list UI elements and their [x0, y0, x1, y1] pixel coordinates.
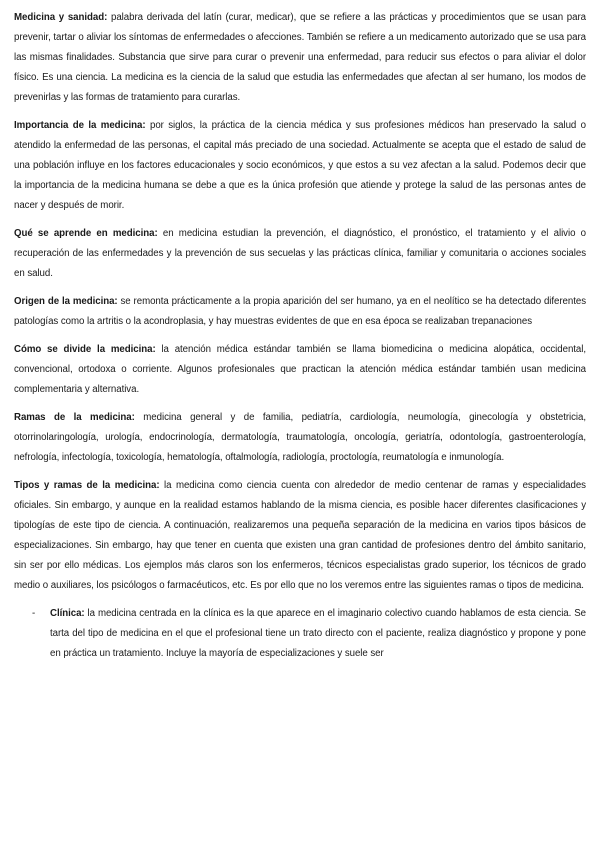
paragraph-text: medicina general y de familia, pediatría, cardiología, neumología, ginecología y obstetricia, otorrinolaringología, urología, endocrinología, dermatología, traumatología, oncología, geriatría, odontología, gastroenterología, nefrología, infectología, toxicología, hematología, oftalmología, radiología, proctología, reumatología e inmunología. — [14, 412, 587, 463]
paragraph-term: Qué se aprende en medicina: — [14, 228, 158, 239]
paragraph-text: la medicina como ciencia cuenta con alrededor de medio centenar de ramas y especialidades oficiales. Sin embargo, y aunque en la realidad estamos hablando de la misma ciencia, es posible hacer diferentes clasificaciones y tipologías de este tipo de ciencia. A continuación, realizaremos una pequeña separación de la medicina en varios tipos básicos de especializaciones. Sin embargo, hay que tener en cuenta que existen una gran cantidad de profesiones dentro del ámbito sanitario, sin ser por ello médicas. Los ejemplos más claros son los enfermeros, técnicos especialistas grado superior, los técnicos de grado medio o auxiliares, los psicólogos o farmacéuticos, etc. Es por ello que no los veremos entre las siguientes ramas o tipos de medicina. — [14, 480, 586, 591]
paragraph-term: Medicina y sanidad: — [14, 12, 108, 23]
paragraph-text: en medicina estudian la prevención, el diagnóstico, el pronóstico, el tratamiento y el alivio o recuperación de las enfermedades y la prevención de sus secuelas y las prácticas clínica, familiar y comunitaria o acciones sociales en salud. — [14, 228, 586, 279]
list-item-clinica — [14, 604, 586, 664]
list-item-term: Clínica: — [50, 608, 85, 619]
paragraph-origen — [14, 292, 586, 332]
paragraph-medicina-y-sanidad — [14, 8, 586, 108]
paragraph-text: palabra derivada del latín (curar, medicar), que se refiere a las prácticas y procedimientos que se usan para prevenir, tartar o aliviar los síntomas de enfermedades o afecciones. También se refiere a un medicamento autorizado que se usa para las mismas finalidades. Substancia que sirve para curar o prevenir una enfermedad, para reducir sus efectos o para aliviar el dolor físico. Es una ciencia. La medicina es la ciencia de la salud que estudia las enfermedades que afectan al ser humano, los modos de prevenirlas y las formas de tratamiento para curarlas. — [14, 12, 586, 103]
bullet-list — [14, 604, 586, 664]
paragraph-term: Cómo se divide la medicina: — [14, 344, 156, 355]
paragraph-como-se-divide — [14, 340, 586, 400]
paragraph-text: la atención médica estándar también se llama biomedicina o medicina alopática, occidental, convencional, ortodoxa o corriente. Algunos profesionales que practican la atención médica estándar también usan medicina complementaria y alternativa. — [14, 344, 587, 395]
paragraph-term: Tipos y ramas de la medicina: — [14, 480, 160, 491]
list-dash: - — [32, 608, 36, 619]
paragraph-term: Importancia de la medicina: — [14, 120, 146, 131]
document-page — [14, 8, 586, 664]
paragraph-text: se remonta prácticamente a la propia aparición del ser humano, ya en el neolítico se ha detectado diferentes patologías como la artritis o la acondroplasia, y hay muestras evidentes de que en esa época se realizaban trepanaciones — [14, 296, 586, 327]
paragraph-ramas — [14, 408, 586, 468]
paragraph-tipos-y-ramas — [14, 476, 586, 596]
paragraph-importancia — [14, 116, 586, 216]
paragraph-que-se-aprende — [14, 224, 586, 284]
paragraph-term: Ramas de la medicina: — [14, 412, 135, 423]
list-item-text: la medicina centrada en la clínica es la que aparece en el imaginario colectivo cuando hablamos de esta ciencia. Se tarta del tipo de medicina en el que el profesional tiene un trato directo con el paciente, realiza diagnóstico y propone y pone en práctica un tratamiento. Incluye la mayoría de especializaciones y suele ser — [50, 608, 586, 659]
paragraph-text: por siglos, la práctica de la ciencia médica y sus profesiones médicos han preservado la salud o atendido la enfermedad de las personas, el capital más preciado de una sociedad. Actualmente se acepta que el estado de salud de una población influye en los factores educacionales y socio económicos, y que estos a su vez afectan a la salud. Podemos decir que la importancia de la medicina humana se debe a que es la única profesión que atiende y protege la salud de las personas antes de nacer y después de morir. — [14, 120, 586, 211]
paragraph-term: Origen de la medicina: — [14, 296, 118, 307]
